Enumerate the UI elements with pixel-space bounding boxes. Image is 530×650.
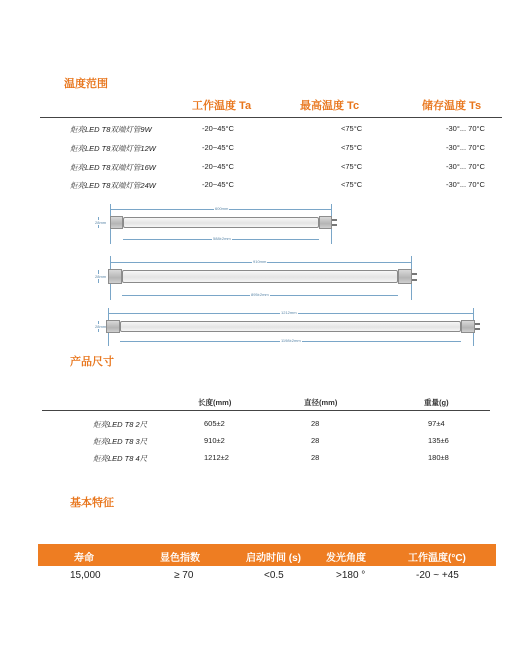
temp-row-ts: -30°... 70°C [446,162,485,171]
size-header-weight: 重量(g) [424,398,449,407]
feature-value-beam-angle: >180 ° [336,570,366,581]
size-row-weight: 135±6 [428,436,449,445]
size-table-rule [42,410,490,411]
tube-body-dim: 895±2mm [251,292,269,297]
tube-length-dim: 910mm [253,259,267,264]
temp-row-ta: -20~45°C [202,143,234,152]
tube-body-dim: 588±2mm [213,236,231,241]
size-header-length: 长度(mm) [198,398,232,407]
tube-length-dim: 1212mm [281,310,297,315]
size-row-diameter: 28 [311,419,320,428]
temp-row-ta: -20~45°C [202,124,234,133]
tube-length-dim: 600mm [215,206,229,211]
feature-value-lifetime: 15,000 [70,570,101,581]
features-header-band [38,544,496,566]
feature-header-lifetime: 寿命 [74,553,94,564]
temp-row [0,162,530,180]
feature-header-beam-angle: 发光角度 [326,553,366,564]
size-row-diameter: 28 [311,453,320,462]
temp-row-tc: <75°C [341,124,363,133]
size-row-diameter: 28 [311,436,320,445]
temp-row-ta: -20~45°C [202,180,234,189]
tube-diameter-dim: 28mm [95,274,107,279]
temp-row-name: 炬亮LED T8双端灯管16W [70,163,156,172]
feature-header-start-time: 启动时间 (s) [246,553,301,564]
temp-row [0,124,530,142]
temp-row [0,143,530,161]
size-row-length: 605±2 [204,419,225,428]
temp-header-tc: 最高温度 Tc [300,100,360,112]
temp-table-rule [40,117,502,118]
size-section-title: 产品尺寸 [70,356,114,368]
temp-row-tc: <75°C [341,143,363,152]
tube-diameter-dim: 28mm [95,324,107,329]
tube-drawing-4ft [94,306,489,350]
size-row [0,419,530,435]
temp-row-ts: -30°... 70°C [446,180,485,189]
temp-row-name: 炬亮LED T8双端灯管9W [70,125,152,134]
features-section-title: 基本特征 [70,497,114,509]
temp-row-name: 炬亮LED T8双端灯管12W [70,144,156,153]
feature-value-cri: ≥ 70 [174,570,194,581]
tube-drawing-3ft [94,254,430,304]
feature-value-start-time: <0.5 [264,570,284,581]
temp-header-ts: 储存温度 Ts [422,100,482,112]
size-row [0,453,530,469]
temperature-section-title: 温度范围 [64,78,108,90]
temp-row-ts: -30°... 70°C [446,143,485,152]
temp-row [0,180,530,198]
size-row-name: 炬亮LED T8 4尺 [93,454,148,463]
size-row-weight: 180±8 [428,453,449,462]
size-row [0,436,530,452]
temp-row-ts: -30°... 70°C [446,124,485,133]
feature-header-cri: 显色指数 [160,553,200,564]
tube-diameter-dim: 28mm [95,220,107,225]
size-row-length: 1212±2 [204,453,229,462]
tube-body-dim: 1198±2mm [281,338,301,343]
size-row-name: 炬亮LED T8 3尺 [93,437,148,446]
temp-row-tc: <75°C [341,180,363,189]
size-row-length: 910±2 [204,436,225,445]
feature-value-working-temp: -20 ~ +45 [416,570,459,581]
size-header-diameter: 直径(mm) [304,398,338,407]
temp-row-tc: <75°C [341,162,363,171]
temp-header-ta: 工作温度 Ta [192,100,252,112]
size-row-weight: 97±4 [428,419,445,428]
size-row-name: 炬亮LED T8 2尺 [93,420,148,429]
temp-row-name: 炬亮LED T8双端灯管24W [70,181,156,190]
temp-row-ta: -20~45°C [202,162,234,171]
tube-drawing-2ft [94,202,349,248]
feature-header-working-temp: 工作温度(°C) [408,553,466,564]
